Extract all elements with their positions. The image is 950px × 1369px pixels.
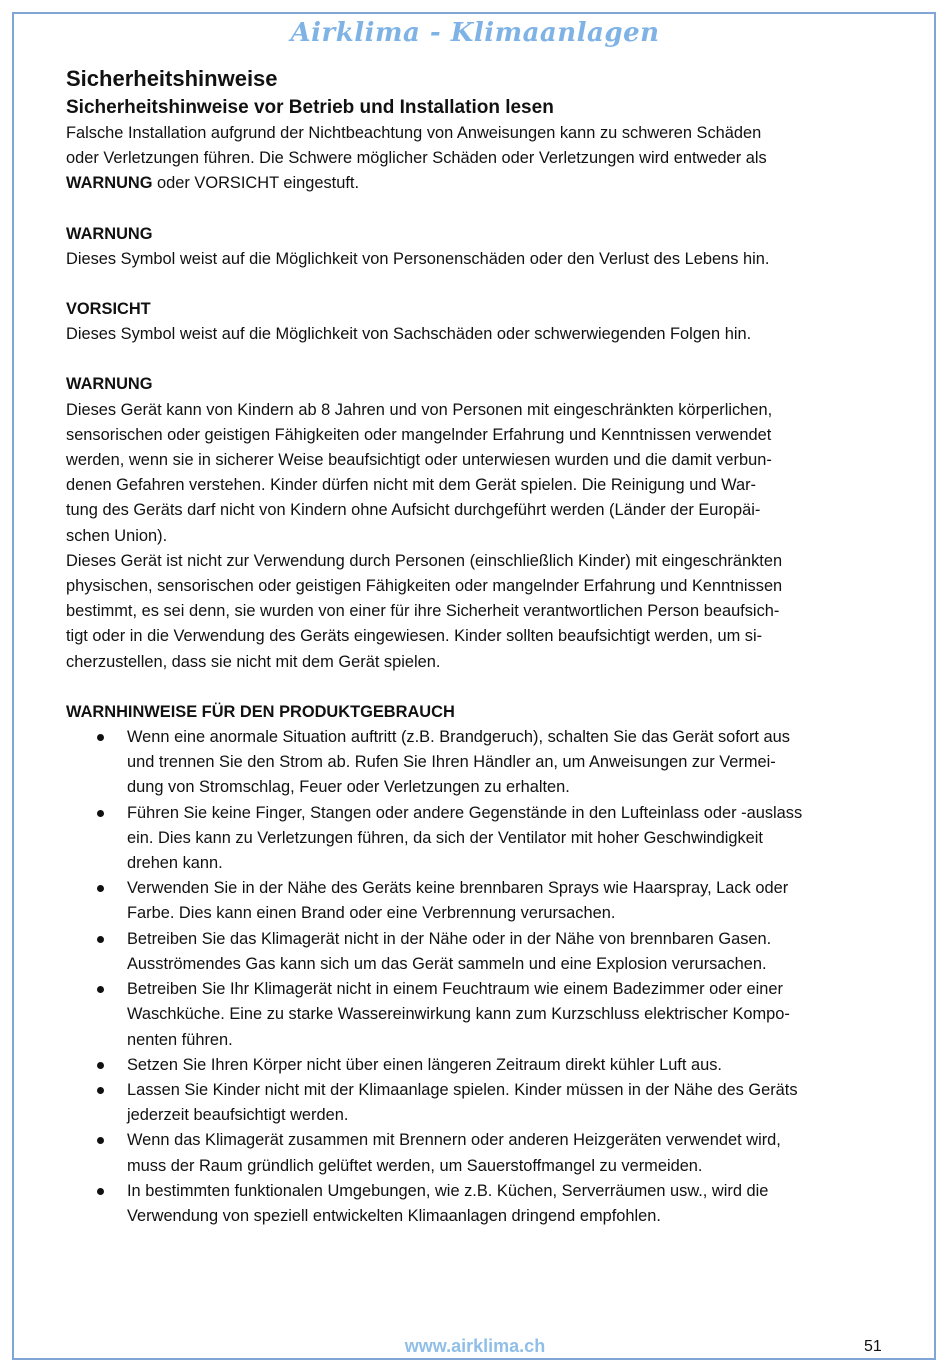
list-item: Setzen Sie Ihren Körper nicht über einen längeren Zeitraum direkt kühler Luft aus. [66,1053,888,1078]
text-line: tigt oder in die Verwendung des Geräts eingewiesen. Kinder sollten beaufsichtigt werden, um si- [66,627,763,646]
section-subtitle: Sicherheitshinweise vor Betrieb und Installation lesen [66,97,554,118]
warnung-children-label: WARNUNG [66,375,153,394]
bullet-icon [97,1087,104,1094]
bullet-icon [97,1137,104,1144]
header-brand: Airklima - Klimaanlagen [290,18,660,48]
bullet-icon [97,986,104,993]
vorsicht-label: VORSICHT [66,300,151,319]
text-line: sensorischen oder geistigen Fähigkeiten oder mangelnder Erfahrung und Kenntnissen verwendet [66,425,772,444]
list-item: Wenn das Klimagerät zusammen mit Brennern oder anderen Heizgeräten verwendet wird, muss der Raum gründlich gelüftet werden, um Sauerstoffmangel zu vermeiden. [66,1128,888,1178]
page-number: 51 [864,1338,882,1355]
text-line: Dieses Gerät kann von Kindern ab 8 Jahren und von Personen mit eingeschränkten körperlichen, [66,400,773,419]
list-item: Verwenden Sie in der Nähe des Geräts keine brennbaren Sprays wie Haarspray, Lack oder Farbe. Dies kann einen Brand oder eine Verbrennung verursachen. [66,876,888,926]
list-item: Lassen Sie Kinder nicht mit der Klimaanlage spielen. Kinder müssen in der Nähe des Geräts jederzeit beaufsichtigt werden. [66,1078,888,1128]
bullet-icon [97,936,104,943]
bullet-icon [97,734,104,741]
usage-warnings-heading: WARNHINWEISE FÜR DEN PRODUKTGEBRAUCH [66,702,455,721]
intro-warning-word: WARNUNG [66,174,153,193]
text-line: bestimmt, es sei denn, sie wurden von einer für ihre Sicherheit verantwortlichen Person beaufsich- [66,602,780,621]
warnung-children-text [66,398,888,675]
text-line: cherzustellen, dass sie nicht mit dem Gerät spielen. [66,652,441,671]
document-body [66,64,888,1229]
bullet-icon [97,885,104,892]
text-line: denen Gefahren verstehen. Kinder dürfen nicht mit dem Gerät spielen. Die Reinigung und War- [66,476,756,495]
page-title: Sicherheitshinweise [66,66,278,91]
intro-line-1: Falsche Installation aufgrund der Nichtbeachtung von Anweisungen kann zu schweren Schäden [66,124,762,142]
text-line: werden, wenn sie in sicherer Weise beaufsichtigt oder unterwiesen wurden und die damit verbun- [66,451,772,470]
list-item: Betreiben Sie Ihr Klimagerät nicht in einem Feuchtraum wie einem Badezimmer oder einer Waschküche. Eine zu starke Wassereinwirkung kann zum Kurzschluss elektrischer Kompo- nenten führen. [66,977,888,1053]
intro-line-2: oder Verletzungen führen. Die Schwere möglicher Schäden oder Verletzungen wird entweder als [66,149,767,168]
list-item: In bestimmten funktionalen Umgebungen, wie z.B. Küchen, Serverräumen usw., wird die Verwendung von speziell entwickelten Klimaanlagen dringend empfohlen. [66,1179,888,1229]
warnung-label: WARNUNG [66,224,153,243]
text-line: physischen, sensorischen oder geistigen Fähigkeiten oder mangelnder Erfahrung und Kenntnissen [66,577,783,596]
bullet-icon [97,1188,104,1195]
footer-website-link[interactable]: www.airklima.ch [404,1336,546,1356]
list-item: Wenn eine anormale Situation auftritt (z.B. Brandgeruch), schalten Sie das Gerät sofort aus und trennen Sie den Strom ab. Rufen Sie Ihren Händler an, um Anweisungen zur Vermei- dung von Stromschlag, Feuer oder Verletzungen zu erhalten. [66,725,888,801]
bullet-icon [97,810,104,817]
bullet-icon [97,1062,104,1069]
intro-line-3-rest: oder VORSICHT eingestuft. [152,174,359,193]
text-line: Dieses Gerät ist nicht zur Verwendung durch Personen (einschließlich Kinder) mit eingeschränkten [66,551,783,570]
list-item: Führen Sie keine Finger, Stangen oder andere Gegenstände in den Lufteinlass oder -auslass ein. Dies kann zu Verletzungen führen, da sich der Ventilator mit hoher Geschwindigkeit drehen kann. [66,801,888,877]
vorsicht-text: Dieses Symbol weist auf die Möglichkeit von Sachschäden oder schwerwiegenden Folgen hin. [66,325,752,344]
intro-line-3 [66,171,888,196]
warnung-text: Dieses Symbol weist auf die Möglichkeit von Personenschäden oder den Verlust des Lebens hin. [66,249,770,268]
usage-warnings-list [66,725,888,1229]
text-line: tung des Geräts darf nicht von Kindern ohne Aufsicht durchgeführt werden (Länder der Europäi- [66,501,761,520]
list-item: Betreiben Sie das Klimagerät nicht in der Nähe oder in der Nähe von brennbaren Gasen. Ausströmendes Gas kann sich um das Gerät sammeln und eine Explosion verursachen. [66,927,888,977]
text-line: schen Union). [66,526,168,545]
